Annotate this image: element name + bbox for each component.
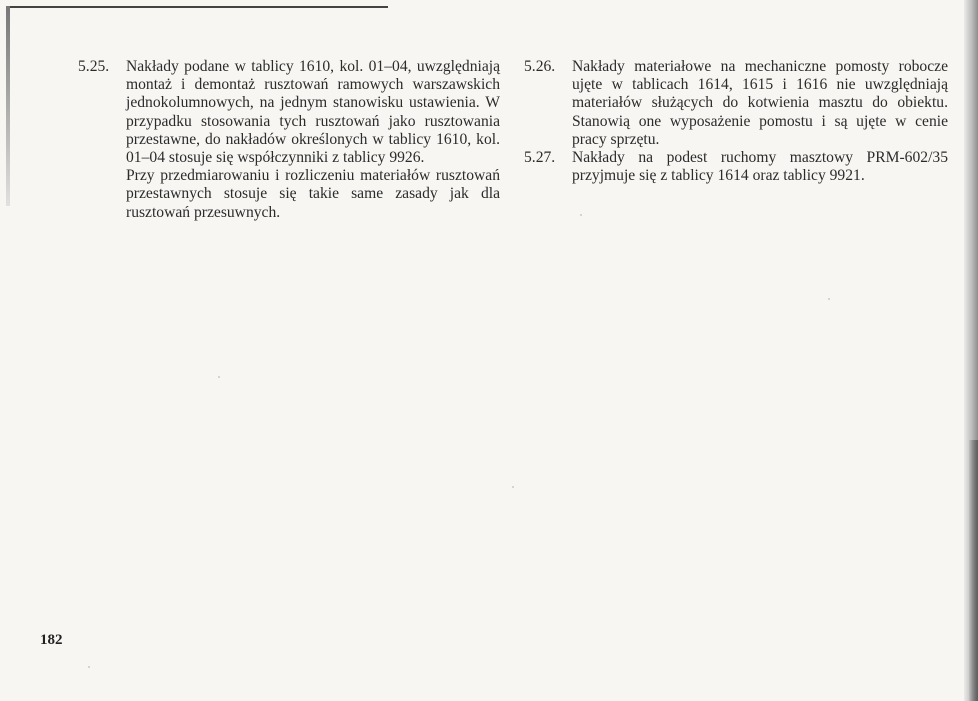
scan-speck xyxy=(580,214,582,216)
left-text-column xyxy=(78,58,500,222)
clause-number: 5.25. xyxy=(78,58,110,75)
clause-5-25 xyxy=(78,58,500,222)
clause-body xyxy=(572,58,948,149)
clause-paragraph: Nakłady podane w tablicy 1610, kol. 01–04, uwzględniają montaż i demontaż rusztowań ramowych warszawskich jednokolumnowych, na jednym stanowisku ustawienia. W przypadku stosowania tych rusztowań jako rusztowania przestawne, do nakładów określonych w tablicy 1610, kol. 01–04 stosuje się współczynniki z tablicy 9926. xyxy=(126,58,500,167)
scan-speck xyxy=(218,376,220,378)
page-number: 182 xyxy=(40,632,63,648)
scan-speck xyxy=(512,486,514,488)
scan-top-rule xyxy=(8,6,388,8)
clause-5-26 xyxy=(524,58,948,149)
clause-number: 5.26. xyxy=(524,58,556,75)
scan-left-edge xyxy=(6,6,10,206)
clause-body xyxy=(126,58,500,222)
clause-paragraph: Nakłady na podest ruchomy masztowy PRM-602/35 przyjmuje się z tablicy 1614 oraz tablicy 9921. xyxy=(572,149,948,185)
scan-speck xyxy=(828,298,830,300)
clause-body xyxy=(572,149,948,185)
clause-5-27 xyxy=(524,149,948,185)
clause-number: 5.27. xyxy=(524,149,556,167)
clause-paragraph: Nakłady materiałowe na mechaniczne pomosty robocze ujęte w tablicach 1614, 1615 i 1616 nie uwzględniają materiałów służących do kotwienia masztu do obiektu. Stanowią one wyposażenie pomostu i są ujęte w cenie pracy sprzętu. xyxy=(572,58,948,148)
right-text-column xyxy=(524,58,948,185)
scan-binding-shadow xyxy=(969,440,978,701)
scan-speck xyxy=(88,666,90,668)
clause-paragraph: Przy przedmiarowaniu i rozliczeniu materiałów rusztowań przestawnych stosuje się takie same zasady jak dla rusztowań przesuwnych. xyxy=(126,167,500,221)
